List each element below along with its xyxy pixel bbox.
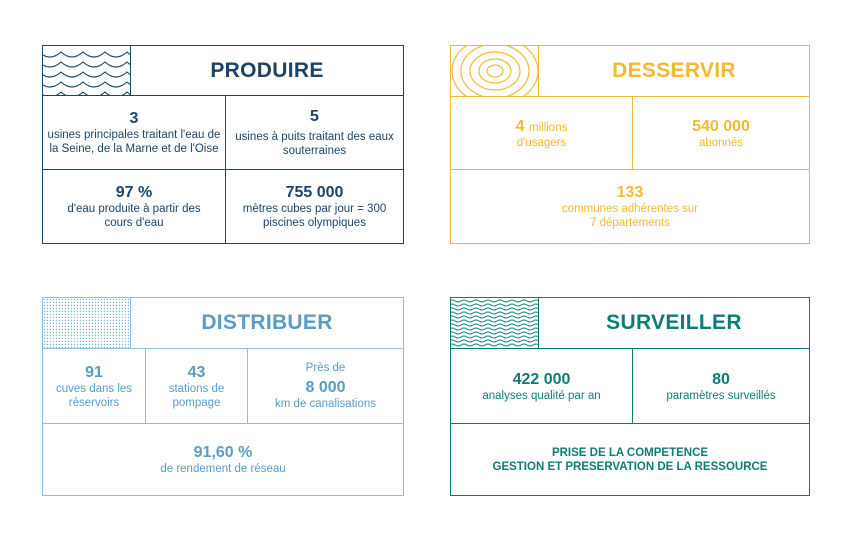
surveiller-row-2 (451, 424, 809, 495)
stat-value: 755 000 (285, 184, 344, 201)
produire-card (42, 45, 404, 244)
stat-label: communes adhérentes sur 7 départements (561, 203, 699, 229)
distribuer-header (43, 298, 403, 349)
desservir-row-1 (451, 97, 809, 170)
competence-line-1: PRISE DE LA COMPETENCE (551, 446, 709, 459)
surveiller-row-1 (451, 349, 809, 424)
stat-label: usines à puits traitant des eaux souterraines (235, 131, 394, 157)
produire-stat-eau (43, 170, 226, 243)
distribuer-stat-rendement (43, 424, 403, 495)
desservir-stat-abonnes (633, 97, 809, 169)
desservir-title: DESSERVIR (612, 59, 736, 82)
stat-value: 133 (616, 184, 644, 201)
stat-value: 80 (712, 370, 730, 388)
stat-label: d'eau produite à partir des cours d'eau (67, 203, 201, 229)
distribuer-card (42, 297, 404, 496)
stat-value: 540 000 (692, 117, 750, 135)
produire-stat-puits (226, 96, 403, 169)
stat-label: cuves dans les réservoirs (55, 382, 133, 409)
stat-label: km de canalisations (275, 398, 376, 410)
surveiller-stat-parametres (633, 349, 809, 423)
produire-stat-usines (43, 96, 226, 169)
stat-label: d'usagers (516, 136, 567, 149)
stat-value: 8 000 (305, 379, 346, 396)
stat-value-line (516, 117, 568, 136)
surveiller-stat-analyses (451, 349, 633, 423)
stat-value: 91 (85, 363, 103, 381)
stat-value: 422 000 (512, 370, 571, 388)
stat-prefix: Près de (305, 362, 346, 374)
stat-label: stations de pompage (168, 382, 225, 409)
stat-value: 43 (187, 363, 206, 381)
dot-grid-pattern-icon (43, 298, 131, 348)
desservir-stat-communes (451, 170, 809, 243)
distribuer-row-2 (43, 424, 403, 495)
distribuer-title: DISTRIBUER (201, 311, 333, 334)
produire-row-1 (43, 96, 403, 170)
surveiller-card (450, 297, 810, 496)
stat-label: usines principales traitant l'eau de la Seine, de la Marne et de l'Oise (47, 129, 221, 155)
stat-label: analyses qualité par an (482, 389, 601, 402)
concentric-circles-icon (451, 46, 539, 96)
stat-unit: millions (529, 121, 568, 134)
stat-label: paramètres surveillés (666, 389, 776, 402)
stat-value: 91,60 % (193, 444, 253, 461)
distribuer-stat-cuves (43, 349, 146, 423)
produire-header (43, 46, 403, 96)
competence-line-2: GESTION ET PRESERVATION DE LA RESSOURCE (492, 460, 768, 473)
desservir-header (451, 46, 809, 97)
stat-label: abonnés (698, 136, 744, 149)
distribuer-row-1 (43, 349, 403, 424)
stat-label: mètres cubes par jour = 300 piscines olympiques (242, 203, 387, 229)
produire-row-2 (43, 170, 403, 243)
distribuer-stat-canalisations (248, 349, 403, 423)
desservir-card (450, 45, 810, 244)
desservir-row-2 (451, 170, 809, 243)
waves-pattern-icon (43, 46, 131, 95)
surveiller-header (451, 298, 809, 349)
stat-label: de rendement de réseau (160, 463, 286, 475)
stat-value: 5 (310, 108, 319, 125)
produire-stat-volume (226, 170, 403, 243)
distribuer-stat-stations (146, 349, 248, 423)
stat-value: 3 (129, 110, 139, 127)
wavy-lines-pattern-icon (451, 298, 539, 348)
surveiller-title: SURVEILLER (606, 311, 742, 334)
desservir-stat-usagers (451, 97, 633, 169)
surveiller-competence (451, 424, 809, 495)
stat-value: 97 % (115, 184, 153, 201)
stat-value: 4 (515, 117, 525, 135)
produire-title: PRODUIRE (210, 58, 324, 82)
